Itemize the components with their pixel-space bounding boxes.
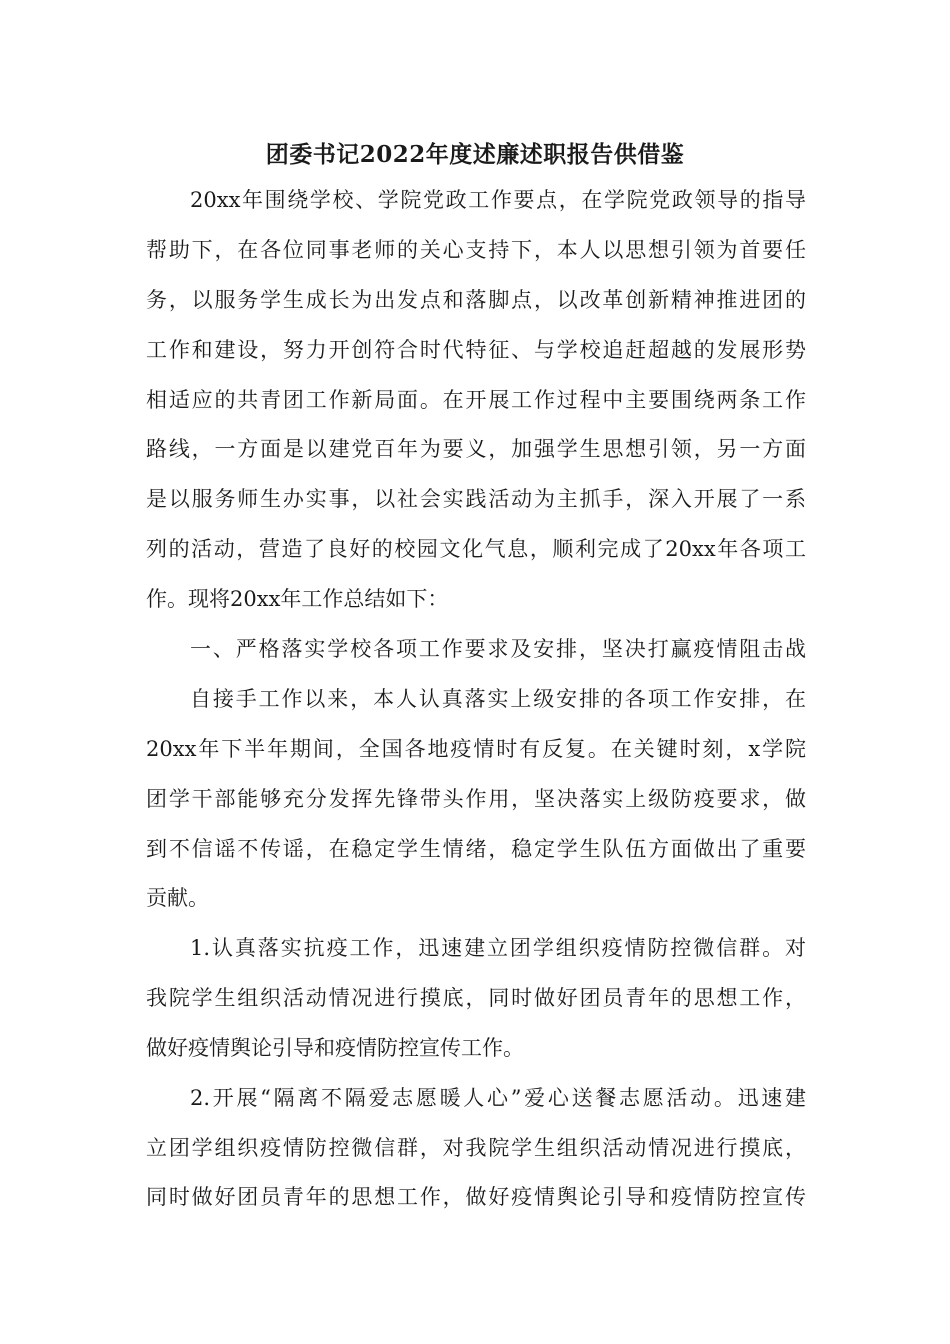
- paragraph-line: 贡献。: [146, 886, 209, 910]
- paragraph-line: 列的活动，营造了良好的校园文化气息，顺利完成了20xx年各项工: [146, 537, 806, 561]
- list-item-line: 1.认真落实抗疫工作，迅速建立团学组织疫情防控微信群。对: [190, 936, 806, 960]
- paragraph-line: 20xx年下半年期间，全国各地疫情时有反复。在关键时刻，x学院: [146, 737, 806, 761]
- paragraph-line: 相适应的共青团工作新局面。在开展工作过程中主要围绕两条工作: [146, 388, 806, 412]
- paragraph-line: 务，以服务学生成长为出发点和落脚点，以改革创新精神推进团的: [146, 288, 806, 312]
- paragraph-line: 是以服务师生办实事，以社会实践活动为主抓手，深入开展了一系: [146, 487, 806, 511]
- paragraph-line: 20xx年围绕学校、学院党政工作要点，在学院党政领导的指导: [190, 188, 806, 212]
- paragraph-line: 工作和建设，努力开创符合时代特征、与学校追赶超越的发展形势: [146, 338, 806, 362]
- paragraph-line: 自接手工作以来，本人认真落实上级安排的各项工作安排，在: [190, 687, 806, 711]
- document-title: 团委书记2022年度述廉述职报告供借鉴: [265, 141, 685, 168]
- list-item-line: 我院学生组织活动情况进行摸底，同时做好团员青年的思想工作，: [146, 986, 806, 1010]
- paragraph-line: 路线，一方面是以建党百年为要义，加强学生思想引领，另一方面: [146, 437, 806, 461]
- paragraph-line: 帮助下，在各位同事老师的关心支持下，本人以思想引领为首要任: [146, 238, 806, 262]
- list-item-line: 做好疫情舆论引导和疫情防控宣传工作。: [146, 1036, 524, 1060]
- paragraph-line: 到不信谣不传谣，在稳定学生情绪，稳定学生队伍方面做出了重要: [146, 837, 806, 861]
- section-heading: 一、严格落实学校各项工作要求及安排，坚决打赢疫情阻击战: [190, 637, 806, 661]
- paragraph-line: 团学干部能够充分发挥先锋带头作用，坚决落实上级防疫要求，做: [146, 787, 806, 811]
- paragraph-line: 作。现将20xx年工作总结如下：: [146, 587, 449, 611]
- list-item-line: 立团学组织疫情防控微信群，对我院学生组织活动情况进行摸底，: [146, 1136, 806, 1160]
- list-item-line: 同时做好团员青年的思想工作，做好疫情舆论引导和疫情防控宣传: [146, 1185, 806, 1209]
- list-item-line: 2.开展“隔离不隔爱志愿暖人心”爱心送餐志愿活动。迅速建: [190, 1086, 806, 1110]
